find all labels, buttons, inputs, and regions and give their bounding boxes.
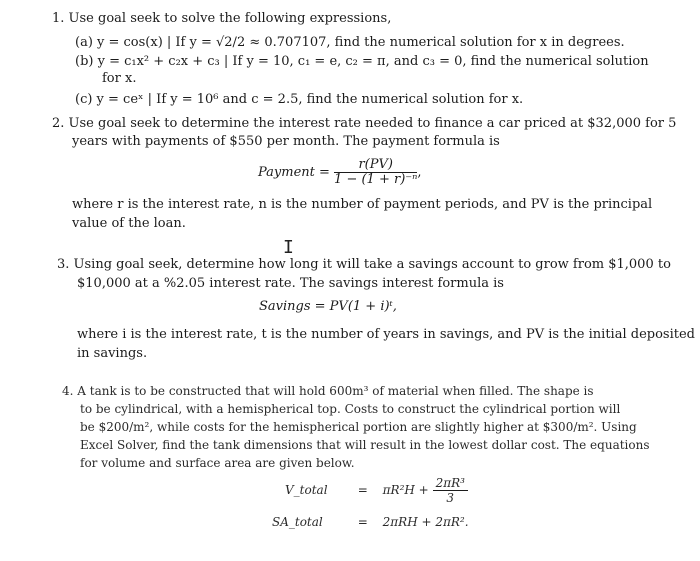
q4-volume-lhs: V_total — [285, 483, 328, 497]
q4-surface-area-equation — [272, 514, 469, 530]
q4-text-line2: to be cylindrical, with a hemispherical top. Costs to construct the cylindrical portion will — [80, 402, 621, 416]
q1-part-b-line1: (b) y = c₁x² + c₂x + c₃ | If y = 10, c₁ = e, c₂ = π, and c₃ = 0, find the numerical solution — [75, 54, 649, 69]
q1-part-a: (a) y = cos(x) | If y = √2/2 ≈ 0.707107, find the numerical solution for x in degrees. — [75, 35, 625, 50]
q3-where-line1: where i is the interest rate, t is the number of years in savings, and PV is the initial deposited — [77, 327, 695, 342]
q1-heading — [52, 11, 391, 27]
q2-formula-denominator: 1 − (1 + r)⁻ⁿ — [334, 172, 418, 187]
q3-where-line2: in savings. — [77, 346, 148, 361]
q2-formula-fraction — [334, 158, 417, 187]
q4-sa-rhs: 2πRH + 2πR². — [382, 515, 469, 529]
q3-text-line2: $10,000 at a %2.05 interest rate. The savings interest formula is — [77, 276, 504, 291]
q4-number: 4. — [62, 384, 74, 398]
q1-intro: Use goal seek to solve the following expressions, — [68, 11, 392, 26]
text-cursor-icon: I — [283, 237, 294, 258]
q2-payment-formula — [258, 158, 422, 187]
q3-text-line1: Using goal seek, determine how long it will take a savings account to grow from $1,000 to — [73, 257, 671, 272]
q4-sa-lhs: SA_total — [272, 515, 323, 529]
q4-volume-equation — [285, 476, 468, 505]
q4-text-line4: Excel Solver, find the tank dimensions that will result in the lowest dollar cost. The equations — [80, 438, 650, 452]
q4-text-line3: be $200/m², while costs for the hemispherical portion are slightly higher at $300/m². Using — [80, 420, 637, 434]
q3-savings-formula: Savings = PV(1 + i)ᵗ, — [259, 299, 397, 314]
q1-part-b-line2: for x. — [102, 71, 137, 86]
q1-part-c: (c) y = ceˣ | If y = 10⁶ and c = 2.5, find the numerical solution for x. — [75, 92, 524, 107]
q2-text-line2: years with payments of $550 per month. The payment formula is — [72, 134, 500, 149]
q4-volume-fraction — [433, 476, 468, 505]
q4-sa-eq: = — [357, 515, 368, 529]
q2-formula-tail: , — [417, 165, 422, 180]
q2-line1 — [52, 116, 676, 132]
q2-formula-lhs: Payment = — [258, 165, 330, 180]
q4-volume-eq: = — [357, 483, 368, 497]
q4-line1 — [62, 383, 594, 399]
q3-number: 3. — [57, 257, 70, 272]
q2-number: 2. — [52, 116, 65, 131]
q2-where-line1: where r is the interest rate, n is the number of payment periods, and PV is the principal — [72, 197, 653, 212]
q4-volume-rhs: πR²H + — [382, 483, 429, 497]
q2-text-line1: Use goal seek to determine the interest rate needed to finance a car priced at $32,000 for 5 — [68, 116, 677, 131]
q4-volume-denominator: 3 — [446, 491, 455, 505]
q4-text-line5: for volume and surface area are given below. — [80, 456, 355, 470]
q1-number: 1. — [52, 11, 65, 26]
q2-where-line2: value of the loan. — [72, 216, 186, 231]
q3-line1 — [57, 257, 671, 273]
q2-formula-numerator: r(PV) — [334, 158, 417, 173]
q4-text-line1: A tank is to be constructed that will hold 600m³ of material when filled. The shape is — [77, 384, 594, 398]
q4-volume-numerator: 2πR³ — [433, 476, 468, 491]
